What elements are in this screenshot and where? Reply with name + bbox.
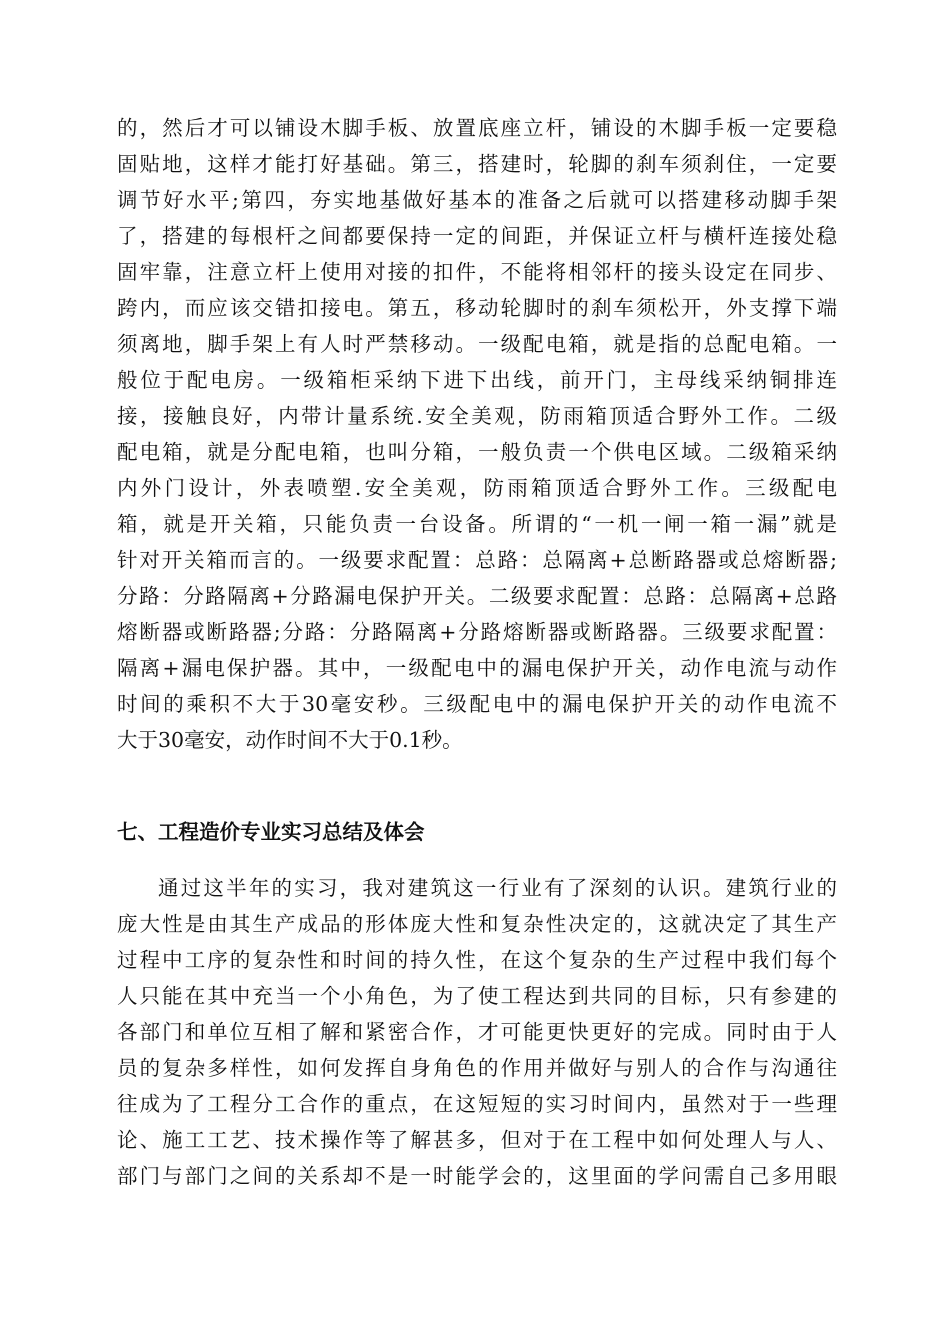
text-line: 人只能在其中充当一个小角色，为了使工程达到共同的目标，只有参建的 bbox=[117, 984, 837, 1008]
text-line: 跨内，而应该交错扣接电。第五，移动轮脚时的刹车须松开，外支撑下端 bbox=[117, 296, 837, 320]
text-line: 般位于配电房。一级箱柜采纳下进下出线，前开门，主母线采纳铜排连 bbox=[117, 368, 837, 392]
text-line: 部门与部门之间的关系却不是一时能学会的，这里面的学问需自己多用眼 bbox=[117, 1164, 837, 1188]
text-line: 过程中工序的复杂性和时间的持久性，在这个复杂的生产过程中我们每个 bbox=[117, 948, 837, 972]
text-line: 固贴地，这样才能打好基础。第三，搭建时，轮脚的刹车须刹住，一定要 bbox=[117, 152, 837, 176]
text-line: 时间的乘积不大于30毫安秒。三级配电中的漏电保护开关的动作电流不 bbox=[117, 692, 837, 716]
text-line: 论、施工工艺、技术操作等了解甚多，但对于在工程中如何处理人与人、 bbox=[117, 1128, 837, 1152]
text-line: 员的复杂多样性，如何发挥自身角色的作用并做好与别人的合作与沟通往 bbox=[117, 1056, 837, 1080]
text-line: 的，然后才可以铺设木脚手板、放置底座立杆，铺设的木脚手板一定要稳 bbox=[117, 116, 837, 140]
text-line: 分路：分路隔离+分路漏电保护开关。二级要求配置：总路：总隔离+总路 bbox=[117, 584, 837, 608]
text-line: 了，搭建的每根杆之间都要保持一定的间距，并保证立杆与横杆连接处稳 bbox=[117, 224, 837, 248]
text-line: 熔断器或断路器;分路：分路隔离+分路熔断器或断路器。三级要求配置： bbox=[117, 620, 837, 644]
text-line: 庞大性是由其生产成品的形体庞大性和复杂性决定的，这就决定了其生产 bbox=[117, 912, 837, 936]
text-line: 往成为了工程分工合作的重点，在这短短的实习时间内，虽然对于一些理 bbox=[117, 1092, 837, 1116]
text-line: 箱，就是开关箱，只能负责一台设备。所谓的“一机一闸一箱一漏”就是 bbox=[117, 512, 837, 536]
section-heading: 七、工程造价专业实习总结及体会 bbox=[117, 820, 425, 844]
text-line: 针对开关箱而言的。一级要求配置：总路：总隔离+总断路器或总熔断器; bbox=[117, 548, 837, 572]
text-line: 配电箱，就是分配电箱，也叫分箱，一般负责一个供电区域。二级箱采纳 bbox=[117, 440, 837, 464]
text-line: 隔离+漏电保护器。其中，一级配电中的漏电保护开关，动作电流与动作 bbox=[117, 656, 837, 680]
text-line: 各部门和单位互相了解和紧密合作，才可能更快更好的完成。同时由于人 bbox=[117, 1020, 837, 1044]
text-line: 通过这半年的实习，我对建筑这一行业有了深刻的认识。建筑行业的 bbox=[158, 876, 837, 900]
text-line: 大于30毫安，动作时间不大于0.1秒。 bbox=[117, 728, 463, 752]
text-line: 调节好水平;第四，夯实地基做好基本的准备之后就可以搭建移动脚手架 bbox=[117, 188, 837, 212]
text-line: 须离地，脚手架上有人时严禁移动。一级配电箱，就是指的总配电箱。一 bbox=[117, 332, 837, 356]
text-line: 接，接触良好，内带计量系统.安全美观，防雨箱顶适合野外工作。二级 bbox=[117, 404, 837, 428]
text-line: 固牢靠，注意立杆上使用对接的扣件，不能将相邻杆的接头设定在同步、 bbox=[117, 260, 837, 284]
text-line: 内外门设计，外表喷塑.安全美观，防雨箱顶适合野外工作。三级配电 bbox=[117, 476, 837, 500]
